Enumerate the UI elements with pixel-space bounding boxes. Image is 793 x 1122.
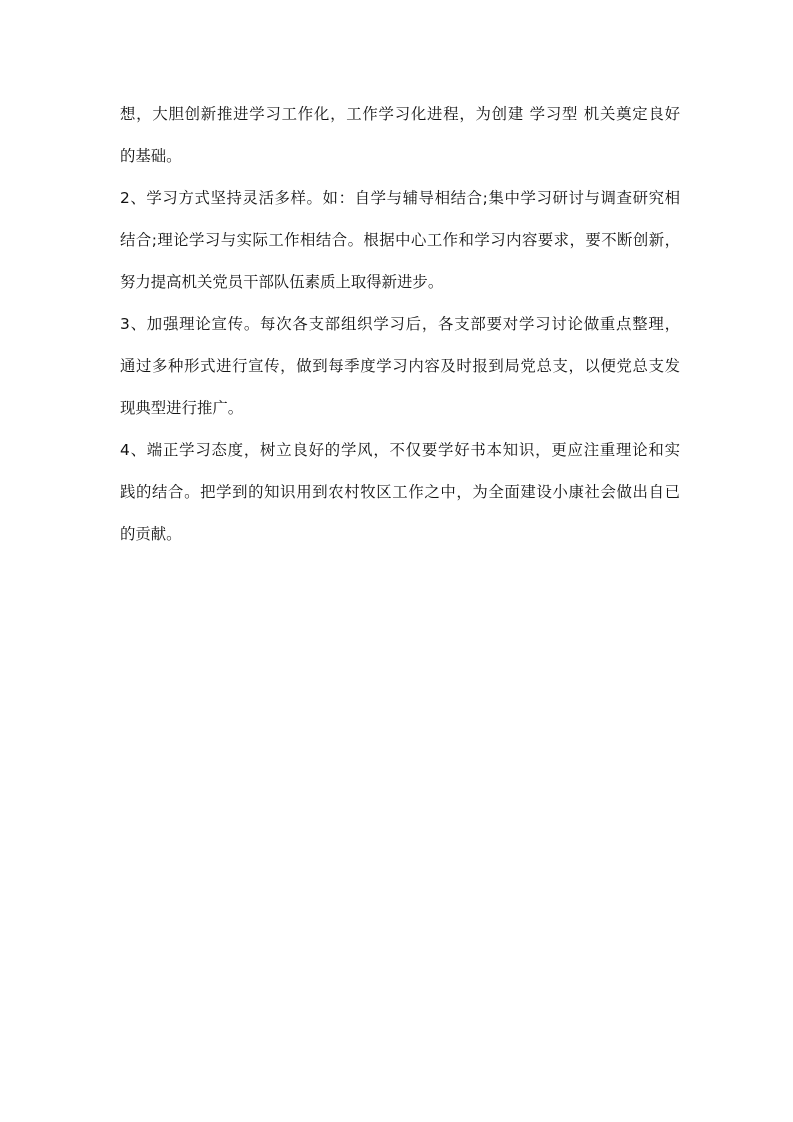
document-body — [120, 100, 680, 562]
paragraph-3-line-3: 现典型进行推广。 — [120, 399, 244, 417]
paragraph-4-line-3: 的贡献。 — [120, 525, 182, 543]
paragraph-4-line-2: 践的结合。把学到的知识用到农村牧区工作之中，为全面建设小康社会做出自已 — [120, 483, 680, 501]
paragraph-2-line-3: 努力提高机关党员干部队伍素质上取得新进步。 — [120, 273, 444, 291]
paragraph-3-line-1: 3、加强理论宣传。每次各支部组织学习后，各支部要对学习讨论做重点整理， — [120, 315, 680, 333]
paragraph-1-line-2: 的基础。 — [120, 147, 182, 165]
paragraph-4-line-1: 4、端正学习态度，树立良好的学风，不仅要学好书本知识，更应注重理论和实 — [120, 441, 680, 459]
paragraph-1-line-1: 想，大胆创新推进学习工作化，工作学习化进程，为创建 学习型 机关奠定良好 — [120, 105, 680, 123]
paragraph-3-line-2: 通过多种形式进行宣传，做到每季度学习内容及时报到局党总支，以便党总支发 — [120, 357, 680, 375]
paragraph-2-line-2: 结合;理论学习与实际工作相结合。根据中心工作和学习内容要求，要不断创新， — [120, 231, 680, 249]
paragraph-2-line-1: 2、学习方式坚持灵活多样。如：自学与辅导相结合;集中学习研讨与调查研究相 — [120, 189, 680, 207]
